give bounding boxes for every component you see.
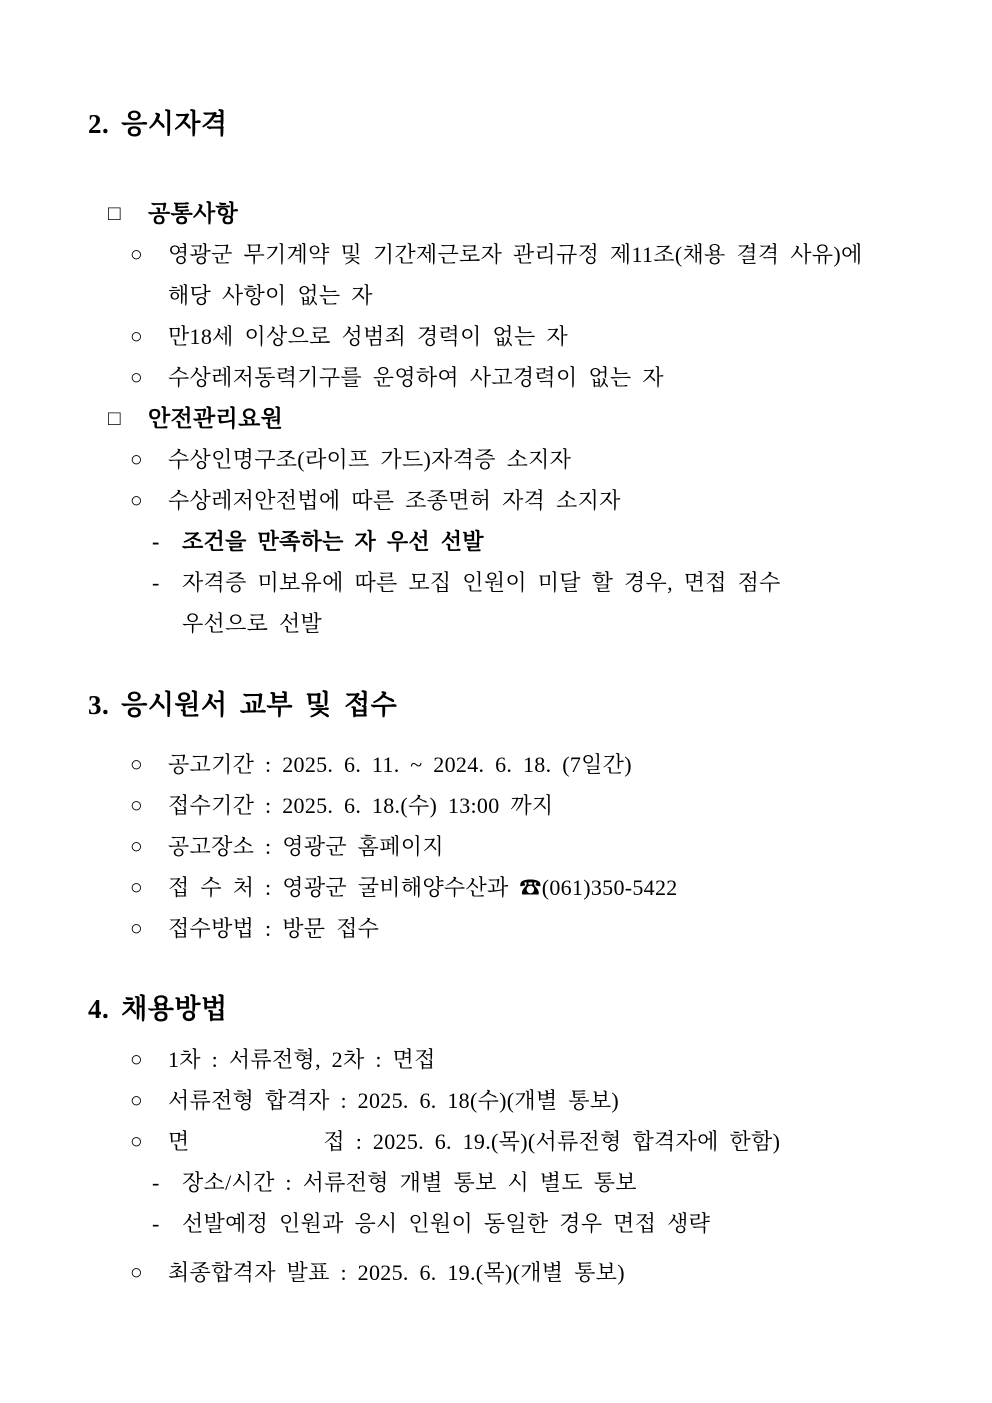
circle-bullet-icon: ○ (130, 875, 143, 899)
item-text: 1차 : 서류전형, 2차 : 면접 (168, 1047, 436, 1072)
section-number: 3. (88, 690, 110, 720)
item-text: 최종합격자 발표 : 2025. 6. 19.(목)(개별 통보) (168, 1260, 625, 1285)
sub-list-item (152, 521, 992, 562)
sub-list-item (152, 1203, 992, 1244)
item-text: 수상레저안전법에 따른 조종면허 자격 소지자 (168, 488, 621, 513)
item-text: 해당 사항이 없는 자 (168, 283, 373, 308)
item-text: 공고기간 : 2025. 6. 11. ~ 2024. 6. 18. (7일간) (168, 752, 632, 777)
circle-bullet-icon: ○ (130, 447, 143, 471)
circle-bullet-icon: ○ (130, 242, 143, 266)
group-heading-text: 공통사항 (148, 201, 239, 226)
section-title-text: 채용방법 (121, 994, 228, 1024)
section-title (88, 991, 992, 1027)
list-item (130, 1080, 992, 1121)
item-text: 면 접 : 2025. 6. 19.(목)(서류전형 합격자에 한함) (168, 1129, 781, 1154)
item-text: 영광군 무기계약 및 기간제근로자 관리규정 제11조(채용 결격 사유)에 (168, 242, 863, 267)
list-item (130, 867, 992, 908)
circle-bullet-icon: ○ (130, 1047, 143, 1071)
circle-bullet-icon: ○ (130, 1129, 143, 1153)
list-item (130, 1252, 992, 1293)
circle-bullet-icon: ○ (130, 793, 143, 817)
list-item (130, 357, 992, 398)
item-text: 접수방법 : 방문 접수 (168, 916, 380, 941)
circle-bullet-icon: ○ (130, 834, 143, 858)
sub-list-item (152, 1162, 992, 1203)
section-number: 4. (88, 994, 110, 1024)
circle-bullet-icon: ○ (130, 1088, 143, 1112)
list-item (130, 439, 992, 480)
section-title (88, 106, 992, 142)
list-item (130, 744, 992, 785)
list-item (130, 480, 992, 521)
list-item-continuation (168, 275, 992, 316)
dash-bullet-icon: - (152, 570, 160, 595)
list-item (130, 1121, 992, 1162)
group-heading-text: 안전관리요원 (148, 406, 284, 431)
item-text: 서류전형 합격자 : 2025. 6. 18(수)(개별 통보) (168, 1088, 620, 1113)
item-text: 선발예정 인원과 응시 인원이 동일한 경우 면접 생략 (182, 1211, 711, 1236)
list-item (130, 908, 992, 949)
dash-bullet-icon: - (152, 529, 160, 554)
item-text: 조건을 만족하는 자 우선 선발 (182, 529, 484, 554)
group-heading-safety-staff (108, 398, 992, 439)
item-text: 장소/시간 : 서류전형 개별 통보 시 별도 통보 (182, 1170, 637, 1195)
circle-bullet-icon: ○ (130, 1260, 143, 1284)
item-text-with-phone-icon: 접 수 처 : 영광군 굴비해양수산과 ☎(061)350-5422 (168, 875, 678, 900)
item-text: 만18세 이상으로 성범죄 경력이 없는 자 (168, 324, 568, 349)
list-item (130, 316, 992, 357)
section-3-application-submission (0, 687, 992, 949)
circle-bullet-icon: ○ (130, 324, 143, 348)
item-text: 수상레저동력기구를 운영하여 사고경력이 없는 자 (168, 365, 664, 390)
square-bullet-icon: □ (108, 201, 121, 225)
square-bullet-icon: □ (108, 406, 121, 430)
section-number: 2. (88, 109, 110, 139)
sub-list-item-continuation (182, 603, 992, 644)
section-4-hiring-method (0, 991, 992, 1293)
item-text: 수상인명구조(라이프 가드)자격증 소지자 (168, 447, 572, 472)
list-item (130, 785, 992, 826)
group-heading-common (108, 193, 992, 234)
dash-bullet-icon: - (152, 1211, 160, 1236)
item-text: 자격증 미보유에 따른 모집 인원이 미달 할 경우, 면접 점수 (182, 570, 781, 595)
section-2-qualifications (0, 106, 992, 644)
section-title (88, 687, 992, 723)
item-text: 접수기간 : 2025. 6. 18.(수) 13:00 까지 (168, 793, 554, 818)
section-title-text: 응시원서 교부 및 접수 (121, 690, 398, 720)
sub-list-item (152, 562, 992, 603)
item-text: 공고장소 : 영광군 홈페이지 (168, 834, 444, 859)
section-title-text: 응시자격 (121, 109, 228, 139)
list-item (130, 826, 992, 867)
circle-bullet-icon: ○ (130, 752, 143, 776)
circle-bullet-icon: ○ (130, 365, 143, 389)
list-item (130, 234, 992, 275)
dash-bullet-icon: - (152, 1170, 160, 1195)
circle-bullet-icon: ○ (130, 916, 143, 940)
circle-bullet-icon: ○ (130, 488, 143, 512)
item-text: 우선으로 선발 (182, 611, 323, 636)
list-item (130, 1039, 992, 1080)
